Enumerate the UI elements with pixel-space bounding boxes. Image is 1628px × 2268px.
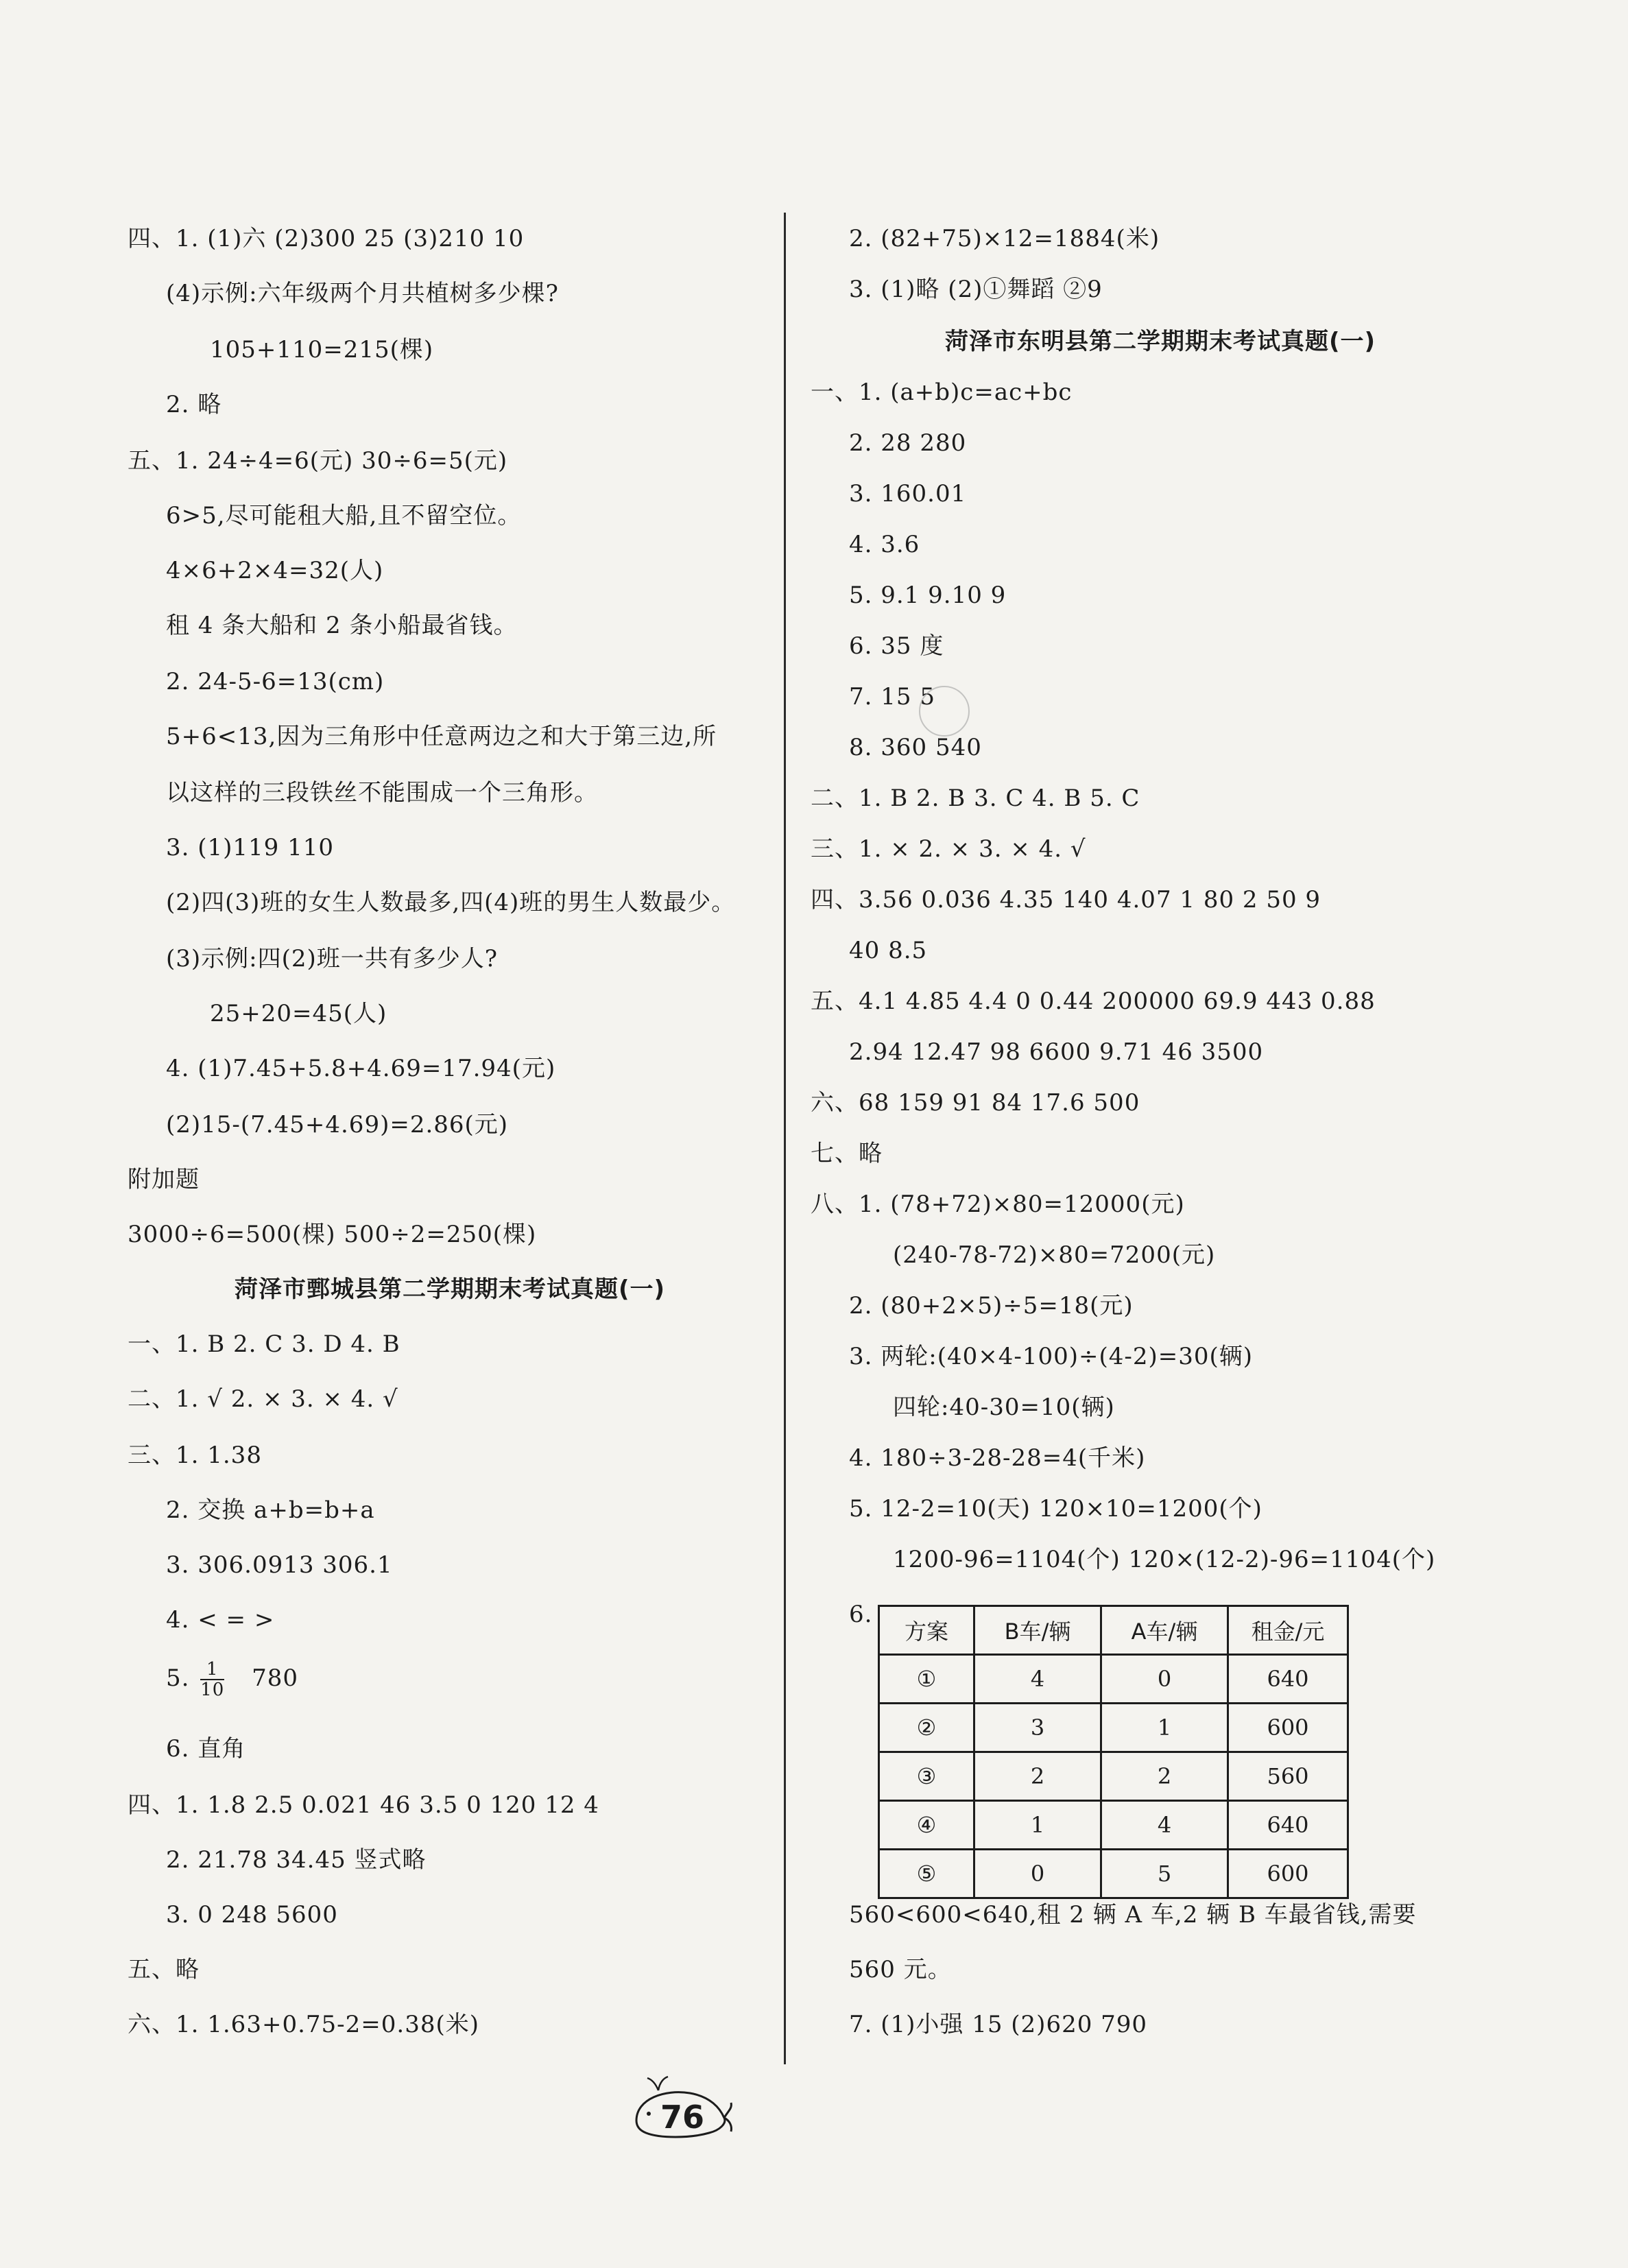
answer-line: 4. (1)7.45+5.8+4.69=17.94(元)	[166, 1055, 556, 1082]
answer-line: 105+110=215(棵)	[210, 336, 434, 363]
answer-line: 40 8.5	[849, 937, 928, 964]
answer-line: 六、1. 1.63+0.75-2=0.38(米)	[128, 2011, 479, 2038]
answer-line: 4×6+2×4=32(人)	[166, 557, 384, 584]
table-cell: 5	[1101, 1850, 1228, 1898]
answer-line: 7. (1)小强 15 (2)620 790	[849, 2011, 1148, 2038]
answer-line: 25+20=45(人)	[210, 1000, 387, 1027]
answer-line: 560<600<640,租 2 辆 A 车,2 辆 B 车最省钱,需要	[849, 1901, 1417, 1929]
item-number: 5.	[166, 1664, 190, 1692]
answer-line: 四、3.56 0.036 4.35 140 4.07 1 80 2 50 9	[811, 886, 1321, 914]
table-cell: ④	[879, 1801, 974, 1850]
answer-line: 3. (1)119 110	[166, 834, 335, 861]
table-cell: ③	[879, 1752, 974, 1801]
answer-line: (2)15-(7.45+4.69)=2.86(元)	[166, 1111, 509, 1138]
answer-line: 2. 略	[166, 391, 222, 418]
answer-line: 2. 21.78 34.45 竖式略	[166, 1846, 427, 1874]
table-cell: 600	[1228, 1704, 1348, 1752]
answer-line: 四、1. 1.8 2.5 0.021 46 3.5 0 120 12 4	[128, 1791, 599, 1819]
answer-line: 四、1. (1)六 (2)300 25 (3)210 10	[128, 225, 525, 252]
answer-line: (2)四(3)班的女生人数最多,四(4)班的男生人数最少。	[166, 889, 736, 916]
table-header-row	[879, 1606, 1348, 1655]
answer-value: 780	[252, 1664, 299, 1692]
answer-line: 3. 306.0913 306.1	[166, 1551, 393, 1579]
answer-line: 四轮:40-30=10(辆)	[893, 1394, 1115, 1421]
table-cell: 600	[1228, 1850, 1348, 1898]
answer-line: (4)示例:六年级两个月共植树多少棵?	[166, 280, 559, 307]
answer-line: 八、1. (78+72)×80=12000(元)	[811, 1191, 1185, 1218]
answer-line: (240-78-72)×80=7200(元)	[893, 1241, 1216, 1269]
answer-line: 一、1. (a+b)c=ac+bc	[811, 379, 1073, 406]
table-row	[879, 1850, 1348, 1898]
section-title: 菏泽市鄄城县第二学期期末考试真题(一)	[234, 1276, 666, 1303]
table-header: 方案	[879, 1606, 974, 1655]
answer-line: 五、1. 24÷4=6(元) 30÷6=5(元)	[128, 447, 508, 475]
page-number-badge	[624, 2073, 734, 2148]
answer-line: 5. 9.1 9.10 9	[849, 582, 1007, 609]
table-cell: ⑤	[879, 1850, 974, 1898]
table-row	[879, 1801, 1348, 1850]
answer-line: 一、1. B 2. C 3. D 4. B	[128, 1330, 400, 1358]
answer-line: 5. 12-2=10(天) 120×10=1200(个)	[849, 1495, 1262, 1523]
table-cell: 1	[974, 1801, 1101, 1850]
answer-line: 附加题	[128, 1166, 200, 1193]
answer-line: 2. 28 280	[849, 429, 967, 457]
answer-line: 4. < = >	[166, 1606, 275, 1634]
table-cell: 3	[974, 1704, 1101, 1752]
answer-line: 六、68 159 91 84 17.6 500	[811, 1089, 1140, 1117]
answer-line: 三、1. 1.38	[128, 1442, 262, 1469]
fraction-numerator: 1	[206, 1659, 219, 1680]
table-row	[879, 1752, 1348, 1801]
table-row	[879, 1655, 1348, 1704]
answer-line: 3. 两轮:(40×4-100)÷(4-2)=30(辆)	[849, 1343, 1254, 1370]
item-number: 6.	[849, 1601, 873, 1628]
table-header: A车/辆	[1101, 1606, 1228, 1655]
table-cell: 1	[1101, 1704, 1228, 1752]
fraction	[200, 1660, 224, 1699]
table-cell: 0	[1101, 1655, 1228, 1704]
answer-line: 二、1. B 2. B 3. C 4. B 5. C	[811, 785, 1140, 812]
answer-line: 三、1. × 2. × 3. × 4. √	[811, 835, 1086, 863]
answer-line: 3. (1)略 (2)①舞蹈 ②9	[849, 276, 1103, 303]
rental-plan-table	[878, 1605, 1349, 1899]
answer-line: 2.94 12.47 98 6600 9.71 46 3500	[849, 1038, 1264, 1066]
fraction-denominator: 10	[200, 1680, 225, 1700]
answer-line: 五、略	[128, 1956, 200, 1983]
page-number: 76	[660, 2099, 704, 2136]
table-cell: 4	[1101, 1801, 1228, 1850]
answer-line: 5+6<13,因为三角形中任意两边之和大于第三边,所	[166, 723, 717, 750]
answer-line: 2. (82+75)×12=1884(米)	[849, 225, 1160, 252]
table-cell: 640	[1228, 1801, 1348, 1850]
table-cell: 2	[974, 1752, 1101, 1801]
table-cell: 640	[1228, 1655, 1348, 1704]
table-row	[879, 1704, 1348, 1752]
answer-line-fraction	[128, 1660, 298, 1699]
answer-line: 以这样的三段铁丝不能围成一个三角形。	[166, 779, 598, 807]
answer-line: 2. 24-5-6=13(cm)	[166, 668, 385, 695]
answer-line: 6>5,尽可能租大船,且不留空位。	[166, 502, 522, 529]
table-cell: ②	[879, 1704, 974, 1752]
answer-line: 3. 160.01	[849, 480, 967, 508]
answer-line: 五、4.1 4.85 4.4 0 0.44 200000 69.9 443 0.88	[811, 988, 1376, 1015]
answer-line: 7. 15 5	[849, 683, 935, 711]
answer-line: 1200-96=1104(个) 120×(12-2)-96=1104(个)	[893, 1546, 1436, 1573]
table-header: 租金/元	[1228, 1606, 1348, 1655]
column-divider	[784, 213, 786, 2064]
table-cell: 0	[974, 1850, 1101, 1898]
answer-line: 3000÷6=500(棵) 500÷2=250(棵)	[128, 1221, 537, 1248]
answer-line: (3)示例:四(2)班一共有多少人?	[166, 945, 499, 972]
answer-line: 七、略	[811, 1140, 883, 1167]
table-cell: 560	[1228, 1752, 1348, 1801]
table-cell: ①	[879, 1655, 974, 1704]
answer-line: 4. 180÷3-28-28=4(千米)	[849, 1444, 1146, 1472]
faint-stamp-mark	[919, 686, 970, 737]
answer-line: 4. 3.6	[849, 531, 920, 558]
section-title: 菏泽市东明县第二学期期末考试真题(一)	[944, 328, 1376, 355]
answer-line: 8. 360 540	[849, 734, 982, 761]
table-cell: 2	[1101, 1752, 1228, 1801]
answer-line: 6. 直角	[166, 1735, 246, 1763]
table-header: B车/辆	[974, 1606, 1101, 1655]
answer-line: 560 元。	[849, 1956, 952, 1983]
table-cell: 4	[974, 1655, 1101, 1704]
answer-line: 2. (80+2×5)÷5=18(元)	[849, 1292, 1134, 1320]
answer-line: 6. 35 度	[849, 632, 944, 660]
answer-line: 3. 0 248 5600	[166, 1901, 338, 1929]
answer-line: 租 4 条大船和 2 条小船最省钱。	[166, 612, 518, 639]
answer-line: 2. 交换 a+b=b+a	[166, 1496, 375, 1524]
answer-line: 二、1. √ 2. × 3. × 4. √	[128, 1385, 398, 1413]
